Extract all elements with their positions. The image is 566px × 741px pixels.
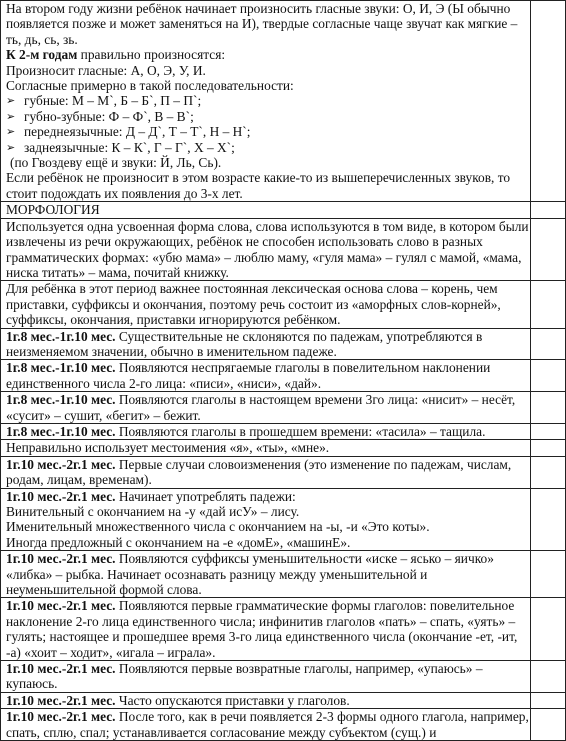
gvozdev-note: (по Гвоздеву ещё и звуки: Й, Ль, Сь).: [10, 155, 222, 171]
age-range-label: 1г.8 мес.-1г.10 мес.: [6, 392, 116, 408]
morphology-cell: [1, 598, 531, 661]
morphology-row: [1, 488, 566, 551]
morphology-row: [1, 423, 566, 439]
arrow-bullet-icon: ➢: [6, 140, 16, 154]
side-cell: [531, 392, 566, 424]
row-text: После того, как в речи появляется 2-3 формы одного глагола, например, спать, сплю, спал; устанавливается согласование между субъектом (сущ.) и: [6, 709, 529, 740]
arrow-bullet-icon: ➢: [6, 94, 16, 108]
intro-last-paragraph: Если ребёнок не произносит в этом возрасте какие-то из вышеперечисленных звуков, то стоит подождать их появления до 3-х лет.: [6, 170, 511, 201]
side-cell: [531, 551, 566, 598]
side-cell: [531, 281, 566, 328]
row-text: Появляются глаголы в прошедшем времени: «тасила» – тащила.: [115, 423, 486, 439]
section-title-row: [1, 202, 566, 218]
age-range-label: 1г.10 мес.-2г.1 мес.: [6, 456, 116, 472]
vowels-line: Произносит гласные: А, О, Э, У, И.: [6, 62, 206, 78]
arrow-bullet-icon: ➢: [6, 109, 16, 123]
age-range-label: 1г.10 мес.-2г.1 мес.: [6, 598, 116, 614]
row-text: Для ребёнка в этот период важнее постоянная лексическая основа слова – корень, чем приставки, суффиксы и окончания, поэтому речь состоит из «аморфных слов-корней», суффиксы, окончания, приставки игнорируются ребёнком.: [6, 281, 501, 328]
morphology-row: [1, 551, 566, 598]
morphology-cell: [1, 488, 531, 551]
side-cell: [531, 202, 566, 218]
morphology-cell: [1, 661, 531, 693]
row-text: Появляются первые возвратные глаголы, например, «упаюсь» – купаюсь.: [6, 661, 483, 692]
morphology-cell: [1, 360, 531, 392]
side-cell: [531, 456, 566, 488]
intro-row: [1, 1, 566, 202]
morphology-row: [1, 692, 566, 708]
arrow-bullet-icon: ➢: [6, 125, 16, 139]
morphology-row: [1, 456, 566, 488]
bullet-item: [6, 93, 530, 108]
row-text: Часто опускаются приставки у глаголов.: [115, 692, 350, 708]
morphology-row: [1, 218, 566, 281]
bullet-text: переднеязычные: Д – Д`, Т – Т`, Н – Н`;: [24, 124, 251, 140]
side-cell: [531, 488, 566, 551]
row-text: Неправильно использует местоимения «я», «ты», «мне».: [6, 440, 330, 456]
section-title: МОРФОЛОГИЯ: [1, 202, 531, 218]
sequence-line: Согласные примерно в такой последовательности:: [6, 78, 294, 94]
morphology-row: [1, 661, 566, 693]
morphology-cell: [1, 328, 531, 360]
side-cell: [531, 692, 566, 708]
morphology-row: [1, 392, 566, 424]
morphology-row: [1, 281, 566, 328]
case-example-line: Винительный с окончанием на -у «дай исУ» – лису.: [6, 504, 300, 519]
age-range-label: 1г.8 мес.-1г.10 мес.: [6, 360, 116, 376]
morphology-cell: [1, 440, 531, 456]
side-cell: [531, 661, 566, 693]
side-cell: [531, 328, 566, 360]
age-range-label: 1г.10 мес.-2г.1 мес.: [6, 551, 116, 567]
bullet-item: [6, 140, 530, 155]
bullet-item: [6, 109, 530, 124]
row-text: Появляются суффиксы уменьшительности «иске – ясько – яичко» «либка» – рыбка. Начинает осознавать разницу между уменьшительной и неуменьшительной формой слова.: [6, 551, 494, 598]
side-cell: [531, 1, 566, 202]
side-cell: [531, 423, 566, 439]
age-heading-rest: правильно произносятся:: [77, 47, 226, 63]
morphology-cell: [1, 456, 531, 488]
bullet-text: губно-зубные: Ф – Ф`, В – В`;: [24, 108, 194, 124]
morphology-cell: [1, 218, 531, 281]
morphology-cell: [1, 709, 531, 741]
morphology-cell: [1, 423, 531, 439]
age-heading: [6, 47, 530, 62]
age-range-label: 1г.10 мес.-2г.1 мес.: [6, 709, 116, 725]
row-text: Используется одна усвоенная форма слова, слова используются в том виде, в котором были извлечены из речи окружающих, ребёнок не способен использовать слово в разных грамматических формах: «убю мама» – люблю маму, «гуля мама» – гулял с мамой, «мама, ниска титать» – мама, почитай книжку.: [6, 218, 529, 280]
row-text: Появляются неспрягаемые глаголы в повелительном наклонении единственного числа 2-го лица: «писи», «ниси», «дай».: [6, 360, 491, 391]
case-example-line: Именительный множественного числа с окончанием на -ы, -и «Это коты».: [6, 519, 430, 535]
morphology-cell: [1, 551, 531, 598]
age-range-label: 1г.10 мес.-2г.1 мес.: [6, 488, 116, 504]
intro-paragraph: На втором году жизни ребёнок начинает произносить гласные звуки: О, И, Э (Ы обычно появляется позже и может заменяться на И), твердые согласные чаще звучат как мягкие – ть, дь, сь, зь.: [6, 1, 518, 47]
row-text: Начинает употреблять падежи:: [115, 488, 296, 504]
age-range-label: 1г.10 мес.-2г.1 мес.: [6, 661, 116, 677]
row-text: Существительные не склоняются по падежам, употребляются в неизменяемом значении, обычно в именительном падеже.: [6, 328, 483, 359]
side-cell: [531, 709, 566, 741]
case-example-line: Иногда предложный с окончанием на -е «домЕ», «машинЕ».: [6, 534, 351, 550]
morphology-row: [1, 709, 566, 741]
side-cell: [531, 360, 566, 392]
morphology-cell: [1, 692, 531, 708]
side-cell: [531, 440, 566, 456]
morphology-row: [1, 598, 566, 661]
side-cell: [531, 218, 566, 281]
morphology-row: [1, 328, 566, 360]
morphology-row: [1, 440, 566, 456]
age-range-label: 1г.8 мес.-1г.10 мес.: [6, 328, 116, 344]
morphology-cell: [1, 392, 531, 424]
morphology-row: [1, 360, 566, 392]
age-range-label: 1г.10 мес.-2г.1 мес.: [6, 692, 116, 708]
age-heading-bold: К 2-м годам: [6, 47, 78, 63]
morphology-cell: [1, 281, 531, 328]
intro-cell: [1, 1, 531, 202]
row-text: Появляются первые грамматические формы глаголов: повелительное наклонение 2-го лица единственного числа; инфинитив глаголов «пать» – спать, «уять» – гулять; настоящее и прошедшее время 3-го лица единственного числа (окончание -ет, -ит, -а) «хоит – ходит», «игала – играла».: [6, 598, 518, 660]
side-cell: [531, 598, 566, 661]
bullet-item: [6, 124, 530, 139]
age-range-label: 1г.8 мес.-1г.10 мес.: [6, 423, 116, 439]
bullet-text: губные: М – М`, Б – Б`, П – П`;: [24, 93, 202, 109]
row-text: Первые случаи словоизменения (это изменение по падежам, числам, родам, лицам, временам).: [6, 456, 512, 488]
row-text: Появляются глаголы в настоящем времени 3го лица: «нисит» – несёт, «сусит» – сушит, «бегит» – бежит.: [6, 392, 516, 423]
bullet-text: заднеязычные: К – К`, Г – Г`, Х – Х`;: [24, 139, 235, 155]
